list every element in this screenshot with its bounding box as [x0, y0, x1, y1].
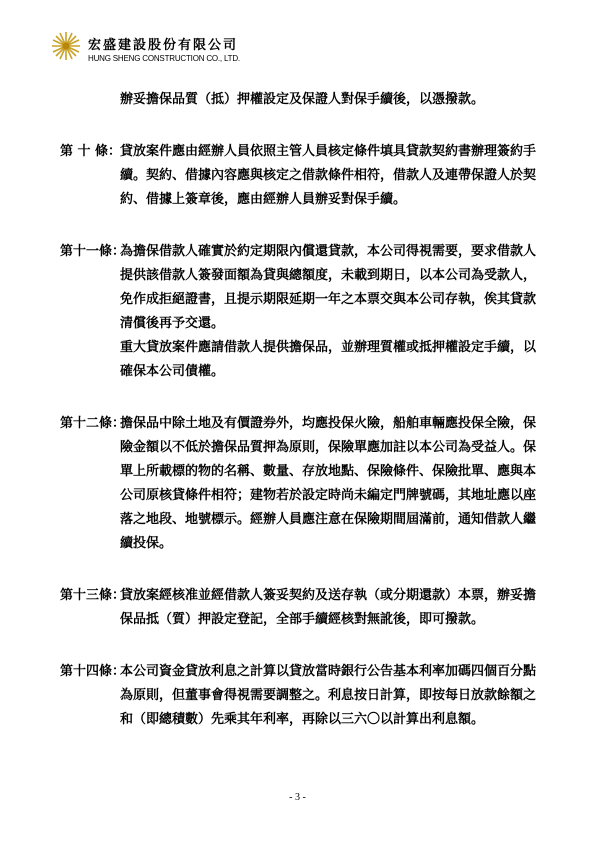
- clause-label: 第十三條：: [60, 588, 126, 603]
- company-logo-icon: [50, 30, 82, 62]
- clause-paragraph: 重大貸放案件應請借款人提供擔保品，並辦理質權或抵押權設定手續，以確保本公司債權。: [120, 340, 537, 379]
- company-name-cn: 宏盛建設股份有限公司: [88, 38, 239, 53]
- clause-11: [60, 240, 542, 384]
- clause-13: [60, 584, 542, 632]
- clause-12: [60, 412, 542, 556]
- company-name-en: HUNG SHENG CONSTRUCTION CO., LTD.: [88, 54, 240, 63]
- continuation-text: 辦妥擔保品質（抵）押權設定及保證人對保手續後，以憑撥款。: [120, 92, 485, 107]
- page-number: - 3 -: [289, 792, 306, 803]
- clause-paragraph: 本公司資金貸放利息之計算以貸放當時銀行公告基本利率加碼四個百分點為原則，但董事會得視需要調整之。利息按日計算，即按每日放款餘額之和（即總積數）先乘其年利率，再除以三六〇以計算出利息額。: [120, 664, 537, 727]
- clause-paragraph: 貸放案件應由經辦人員依照主管人員核定條件填具貸款契約書辦理簽約手續。契約、借據內容應與核定之借款條件相符，借款人及連帶保證人於契約、借據上簽章後，應由經辦人員辦妥對保手續。: [120, 144, 537, 207]
- clause-label: 第十二條：: [60, 416, 126, 431]
- clause-label: 第 十 條：: [60, 144, 122, 159]
- clause-paragraph: 為擔保借款人確實於約定期限內償還貸款，本公司得視需要，要求借款人提供該借款人簽發面額為貸與總額度，未載到期日，以本公司為受款人，免作成拒絕證書，且提示期限延期一年之本票交與本公司存執，俟其貸款清償後再予交還。: [120, 244, 537, 331]
- clause-14: [60, 660, 542, 732]
- clause-paragraph: 擔保品中除土地及有價證券外，均應投保火險，船舶車輛應投保全險，保險金額以不低於擔保品質押為原則，保險單應加註以本公司為受益人。保單上所載標的物的名稱、數量、存放地點、保險條件、保險批單、應與本公司原核貸條件相符；建物若於設定時尚未編定門牌號碼，其地址應以座落之地段、地號標示。經辦人員應注意在保險期間屆滿前，通知借款人繼續投保。: [120, 416, 537, 551]
- clause-label: 第十四條：: [60, 664, 126, 679]
- clause-10: [60, 140, 542, 212]
- clause-paragraph: 貸放案經核准並經借款人簽妥契約及送存執（或分期還款）本票，辦妥擔保品抵（質）押設定登記，全部手續經核對無訛後，即可撥款。: [120, 588, 537, 627]
- document-body: [60, 88, 542, 760]
- clause-label: 第十一條：: [60, 244, 126, 259]
